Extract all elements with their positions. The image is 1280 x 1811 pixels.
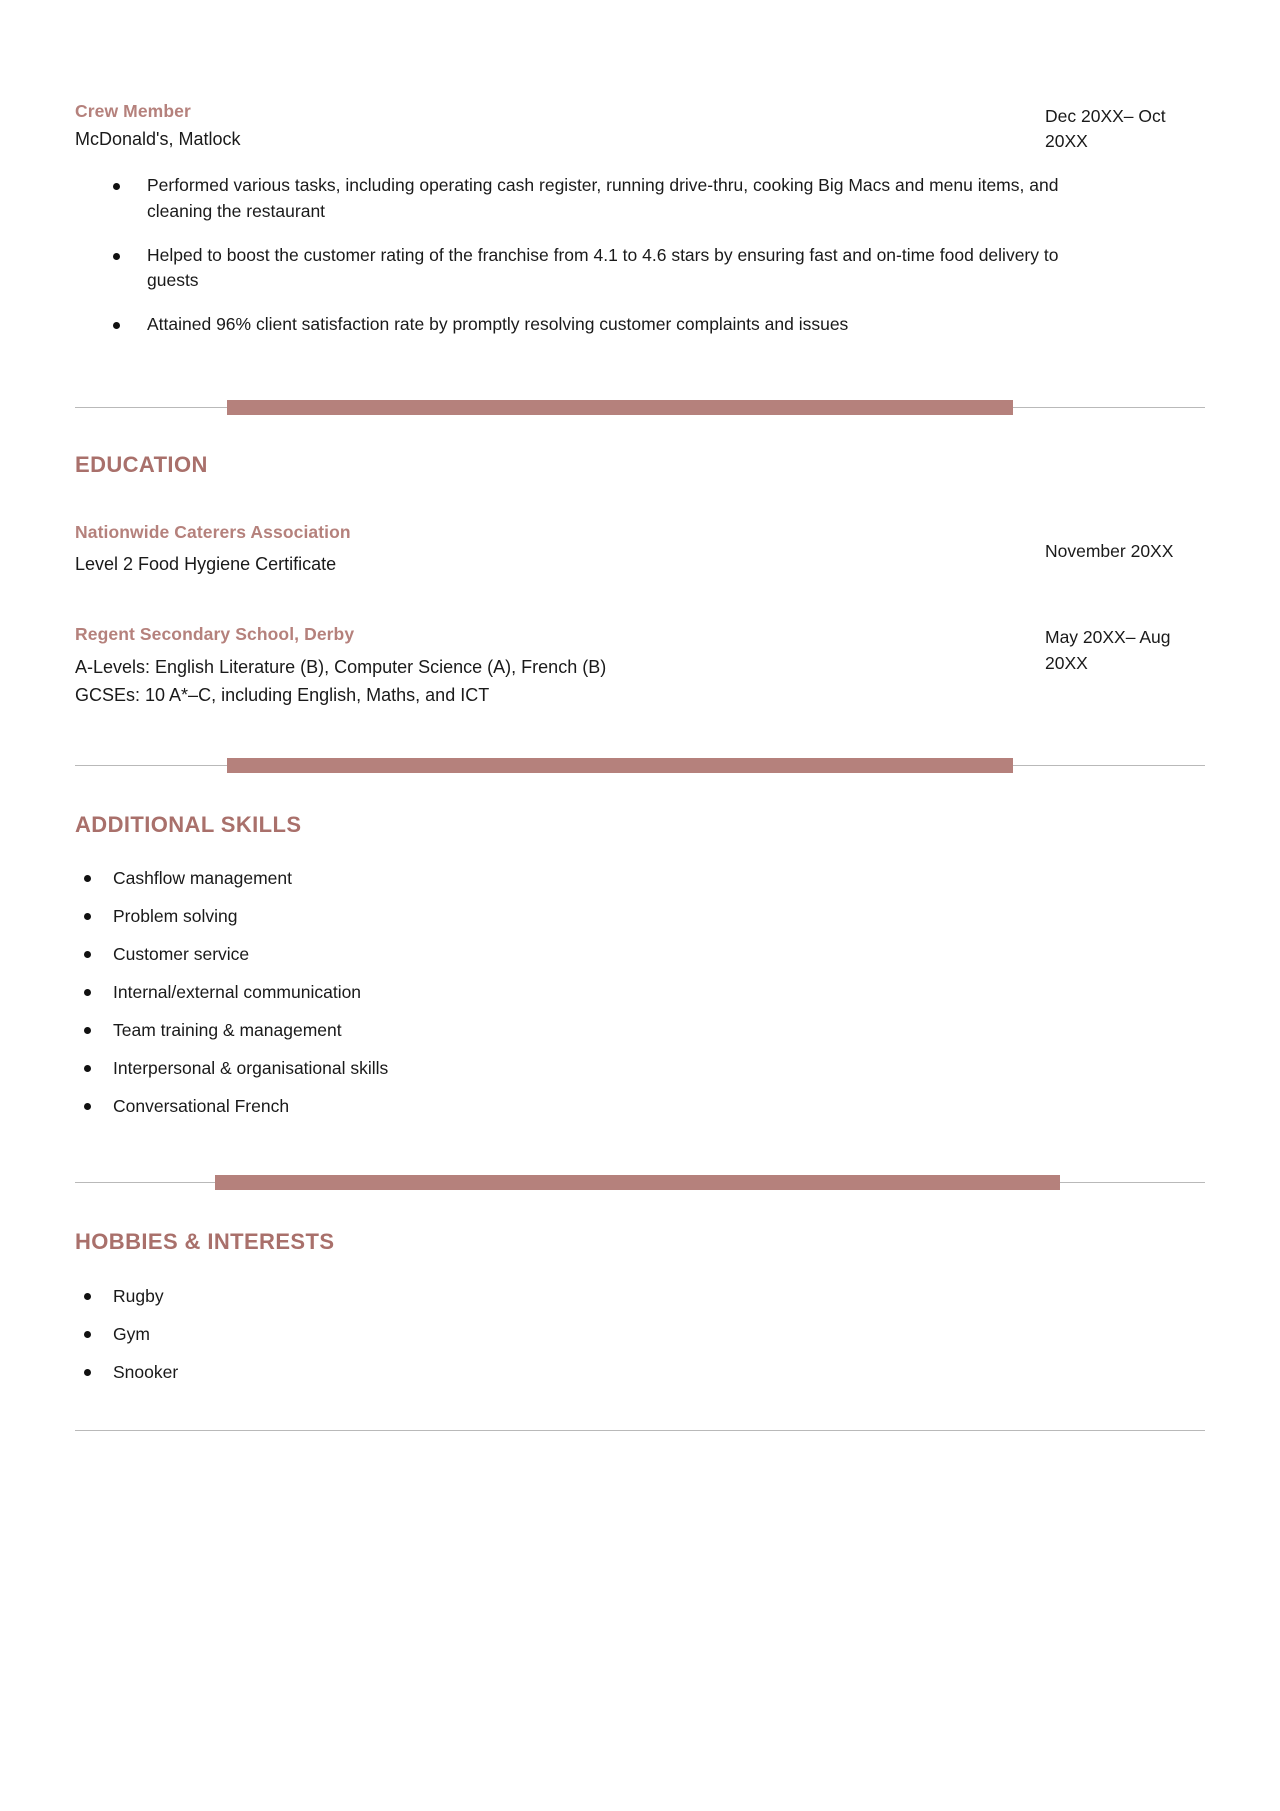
experience-date: Dec 20XX– Oct 20XX [1045, 106, 1166, 152]
list-item: Snooker [75, 1360, 1033, 1386]
list-item: Helped to boost the customer rating of the franchise from 4.1 to 4.6 stars by ensuring fast and on-time food delivery to guests [75, 243, 1067, 295]
list-item: Internal/external communication [75, 980, 1033, 1006]
additional-skills-section [75, 812, 1205, 1120]
education-detail-line: GCSEs: 10 A*–C, including English, Maths, and ICT [75, 684, 490, 705]
list-item: Problem solving [75, 904, 1033, 930]
hobbies-list [75, 1284, 1205, 1386]
list-item: Interpersonal & organisational skills [75, 1056, 1033, 1082]
education-institution: Nationwide Caterers Association [75, 521, 351, 542]
education-section [75, 452, 1205, 710]
list-item: Customer service [75, 942, 1033, 968]
list-item: Team training & management [75, 1018, 1033, 1044]
education-entry-left [75, 623, 606, 710]
education-entry [75, 623, 1205, 710]
education-detail-group [75, 551, 351, 579]
section-title-hobbies: HOBBIES & INTERESTS [75, 1229, 335, 1255]
experience-entry [75, 100, 1205, 155]
list-item: Cashflow management [75, 866, 1033, 892]
section-title-additional-skills: ADDITIONAL SKILLS [75, 811, 302, 837]
education-date: May 20XX– Aug 20XX [1045, 627, 1171, 673]
divider-hairline [75, 1430, 1205, 1431]
education-detail-group [75, 654, 606, 710]
divider-accent-bar [215, 1175, 1060, 1190]
list-item: Gym [75, 1322, 1033, 1348]
list-item: Attained 96% client satisfaction rate by promptly resolving customer complaints and issues [75, 312, 1067, 338]
hobbies-section [75, 1229, 1205, 1385]
list-item: Conversational French [75, 1094, 1033, 1120]
section-divider-education [75, 400, 1205, 416]
section-divider-skills [75, 758, 1205, 774]
divider-accent-bar [227, 400, 1013, 415]
experience-bullet-list [75, 173, 1205, 338]
divider-accent-bar [227, 758, 1013, 773]
skills-list [75, 866, 1205, 1119]
experience-section [75, 0, 1205, 338]
education-detail-line: Level 2 Food Hygiene Certificate [75, 554, 337, 575]
section-divider-hobbies [75, 1175, 1205, 1191]
employer-name: McDonald's, Matlock [75, 128, 241, 149]
education-entry [75, 521, 1205, 580]
education-date: November 20XX [1045, 540, 1174, 561]
section-title-education: EDUCATION [75, 452, 208, 478]
education-institution: Regent Secondary School, Derby [75, 624, 355, 645]
page-bottom-rule [75, 1423, 1205, 1439]
education-entry-left [75, 521, 351, 580]
job-title: Crew Member [75, 101, 191, 121]
experience-entry-left [75, 100, 241, 151]
list-item: Performed various tasks, including operating cash register, running drive-thru, cooking Big Macs and menu items, and cleaning the restaurant [75, 173, 1067, 225]
list-item: Rugby [75, 1284, 1033, 1310]
education-detail-line: A-Levels: English Literature (B), Computer Science (A), French (B) [75, 656, 607, 677]
